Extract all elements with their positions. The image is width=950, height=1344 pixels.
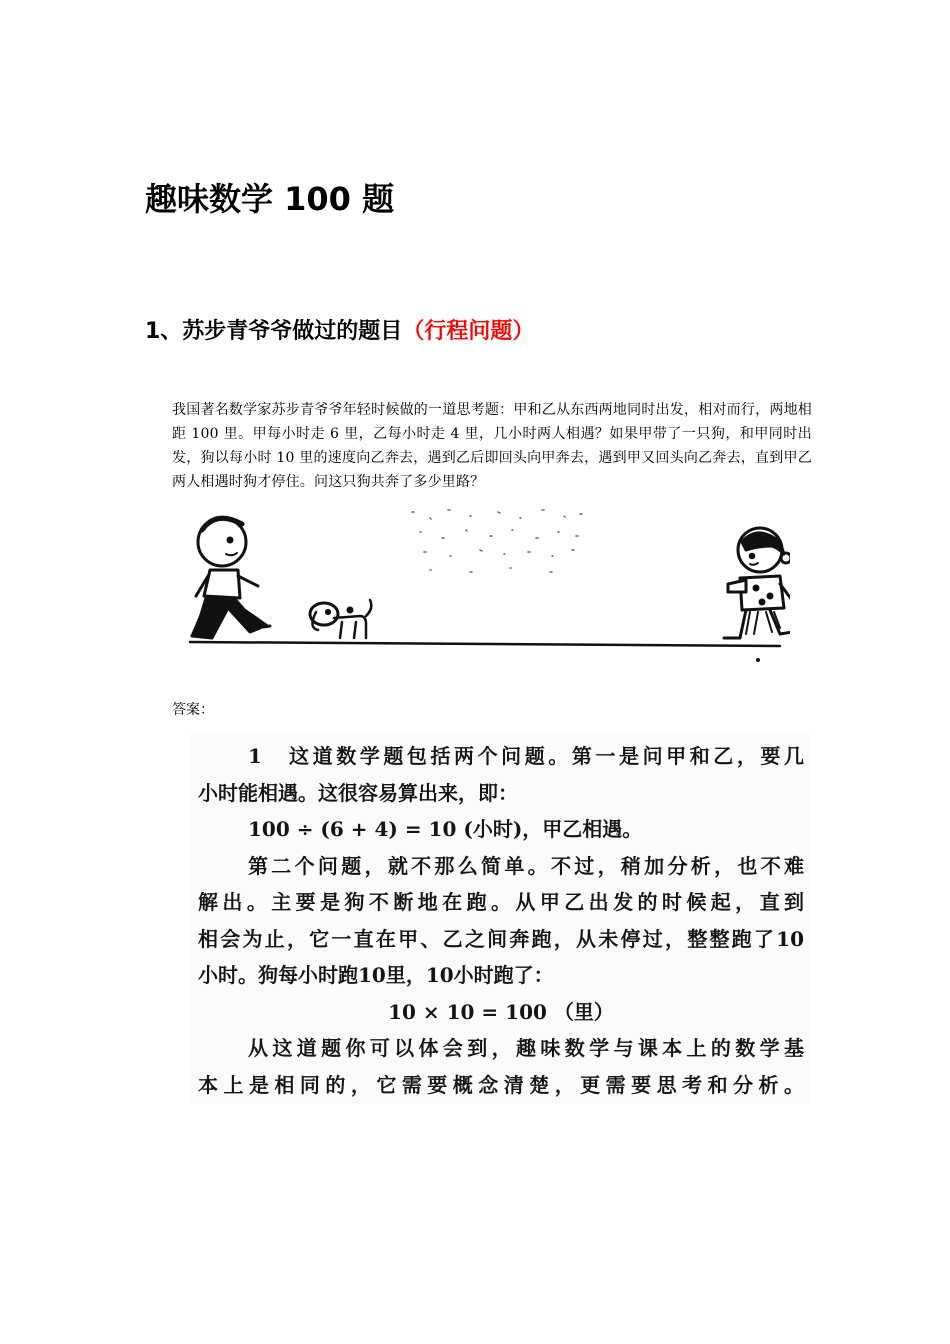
answer-line: 从这道题你可以体会到，趣味数学与课本上的数学基	[248, 1036, 804, 1060]
dog-figure	[310, 600, 371, 638]
answer-lines	[198, 738, 804, 1103]
answer-scan	[190, 732, 810, 1104]
answer-label: 答案：	[172, 702, 214, 718]
answer-line: 相会为止，它一直在甲、乙之间奔跑，从未停过，整整跑了10	[198, 926, 804, 951]
document-title: 趣味数学 100 题	[145, 180, 395, 218]
answer-line: 小时能相遇。这很容易算出来，即：	[198, 780, 518, 805]
section-heading	[145, 314, 534, 350]
boy-figure	[192, 518, 270, 638]
answer-line: 小时。狗每小时跑10里，10小时跑了：	[198, 963, 554, 987]
answer-line: 1 这道数学题包括两个问题。第一是问甲和乙，要几	[248, 744, 804, 768]
answer-line: 10 × 10 = 100 （里）	[388, 999, 614, 1024]
problem-text: 我国著名数学家苏步青爷爷年轻时候做的一道思考题：甲和乙从东西两地同时出发，相对而行，两地相距 100 里。甲每小时走 6 里，乙每小时走 4 里，几小时两人相遇？如果甲带了一只狗，和甲同时出发，狗以每小时 10 里的速度向乙奔去，遇到乙后即回头向甲奔去，遇到甲又回头向乙奔去，直到甲乙两人相遇时狗才停住。问这只狗共奔了多少里路？	[172, 402, 812, 490]
answer-line: 第二个问题，就不那么简单。不过，稍加分析，也不难	[248, 853, 804, 878]
section-category: （行程问题）	[402, 319, 535, 344]
scan-speckles	[412, 510, 582, 572]
answer-line: 解出。主要是狗不断地在跑。从甲乙出发的时候起，直到	[198, 890, 804, 914]
answer-line: 本上是相同的，它需要概念清楚，更需要思考和分析。	[198, 1072, 804, 1097]
illustration-walkers-and-dog	[180, 500, 790, 670]
section-title: 1、苏步青爷爷做过的题目	[145, 319, 403, 344]
answer-line: 100 ÷ (6 + 4) = 10 (小时)，甲乙相遇。	[248, 817, 643, 841]
girl-figure	[724, 528, 790, 638]
